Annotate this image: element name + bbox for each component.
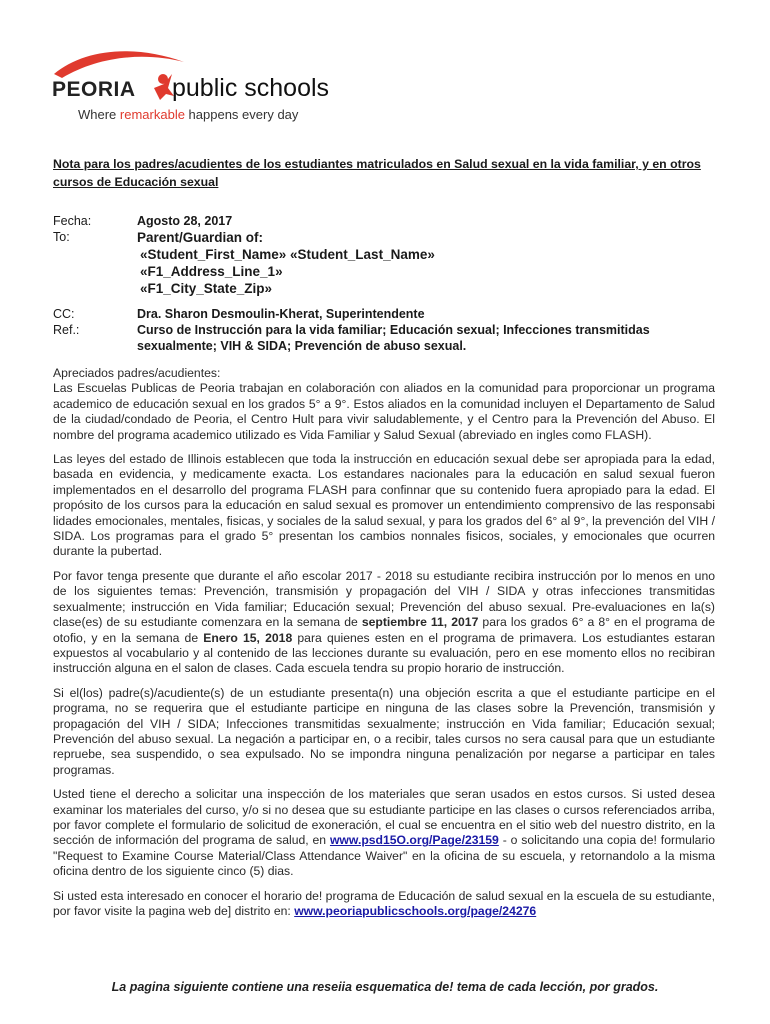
logo-peoria-text: PEORIA [52,78,136,101]
paragraph-objection: Si el(los) padre(s)/acudiente(s) de un estudiante presenta(n) una objeción escrita a que el estudiante participe en el programa, no se requerira que el estudiante participe en ninguna de las clases sobre la Prevención, transmisión y propagación del VIH / SIDA; Infecciones transmitidas sexualmente; instrucción en Vida familiar; Educación sexual; Prevención del abuso sexual. La negación a participar en, o a recibir, tales cursos no sera causal para que un estudiante repruebe, sea suspendido, o sea expulsado. No se impondra ninguna penalización por negarse a participar en tales programas. [53,685,715,777]
to-label: To: [53,230,70,244]
paragraph-schedule: Por favor tenga presente que durante el año escolar 2017 - 2018 su estudiante recibira instrucción por lo menos en uno de los siguientes temas: Prevención, transmisión y propagación del VIH / SIDA y otras infecciones transmitidas sexualmente; instrucción en Vida familiar; Educación sexual; Prevención del abuso sexual. Pre-evaluaciones en la(s) clase(es) de su estudiante comenzara en la semana de septiembre 11, 2017 para los grados 6° a 8° en el programa de otofio, y en la semana de Enero 15, 2018 para quienes esten en el programa de primavera. Los estudiantes estaran expuestos al vocabulario y al contenido de las lecciones durante su evaluación, pero en ese momento ellos no recibiran instrucción alguna en el salon de clases. Cada escuela tendra su propio horario de instrucción. [53,568,715,676]
schedule-link[interactable]: www.peoriapublicschools.org/page/24276 [294,904,537,918]
letter-body [53,366,715,919]
logo-tagline: Where remarkable happens every day [78,107,299,122]
recipient-line: «F1_Address_Line_1» [140,264,283,279]
letter-content [53,155,715,928]
recipient-line: «Student_First_Name» «Student_Last_Name» [140,247,435,262]
paragraph-inspection: Usted tiene el derecho a solicitar una inspección de los materiales que seran usados en estos cursos. Si usted desea examinar los materiales del curso, y/o si no desea que su estudiante participe en las clases o cursos referenciados arriba, por favor complete el formulario de solicitud de exoneración, el cual se encuentra en el sitio web del nuestro distrito, en la sección de información del programa de salud, en www.psd15O.org/Page/23159 - o solicitando una copia de! formulario "Request to Examine Course Material/Class Attendance Waiver" en la oficina de su escuela, y retornandolo a la misma oficina dentro de los siguiente cinco (5) dias. [53,787,715,879]
cc-value: Dra. Sharon Desmoulin-Kherat, Superintendente [137,307,425,321]
paragraph-illinois-law: Las leyes del estado de Illinois establecen que toda la instrucción en educación sexual debe ser apropiada para la edad, basada en evidencia, y medicamente exacta. Los estandares nacionales para la educación en salud sexual fueron implementados en el desarrollo del programa FLASH para confinnar que su contenido fuera apropiado para la edad. El propósito de los cursos para la educación en salud sexual es promover un entendimiento comprensivo de las responsabi lidades emocionales, mentales, fisicas, y sociales de la salud sexual, y para los grados del 6° al 9°, la prevención del VIH / SIDA. Los programas para el grado 5° presentan los cambios nonnales fisicos, sociales, y emocionales que ocurren durante la pubertad. [53,452,715,559]
fecha-label: Fecha: [53,214,92,228]
footer-note: La pagina siguiente contiene una reseiia esquematica de! tema de cada lección, por grados. [111,980,659,994]
cc-label: CC: [53,307,75,321]
ref-value: Curso de Instrucción para la vida familiar; Educación sexual; Infecciones transmitidas sexualmente; VIH & SIDA; Prevención de abuso sexual. [137,323,650,353]
recipient-line: «F1_City_State_Zip» [140,281,273,296]
recipient-block [137,229,435,297]
ref-label: Ref.: [53,323,80,337]
paragraph-schedule-link: Si usted esta interesado en conocer el horario de! programa de Educación de salud sexual en la escuela de su estudiante, por favor visite la pagina web de] distrito en: www.peoriapublicschools.org/page/24276 [53,888,715,918]
paragraph-intro: Apreciados padres/acudientes: Las Escuelas Publicas de Peoria trabajan en colaboración con aliados en la comunidad para proporcionar un programa academico de educación sexual en los grados 5° a 9°. Estos aliados en la comunidad incluyen el Departamento de Salud de la ciudad/condado de Peoria, el Centro Hult para vivir saludablemente, y el Centro para la Prevención del Abuso. El nombre del programa academico utilizado es Vida Familiar y Salud Sexual (abreviado en ingles como FLASH). [53,366,715,442]
waiver-link[interactable]: www.psd15O.org/Page/23159 [329,833,499,848]
logo-public-schools-text: public schools [172,74,330,102]
district-logo [44,44,364,126]
subject-heading: Nota para los padres/acudientes de los estudiantes matriculados en Salud sexual en la vida familiar, y en otros cursos de Educación sexual [53,157,701,189]
fecha-value: Agosto 28, 2017 [137,214,233,228]
recipient-line: Parent/Guardian of: [137,230,264,245]
letter-meta [53,213,715,354]
